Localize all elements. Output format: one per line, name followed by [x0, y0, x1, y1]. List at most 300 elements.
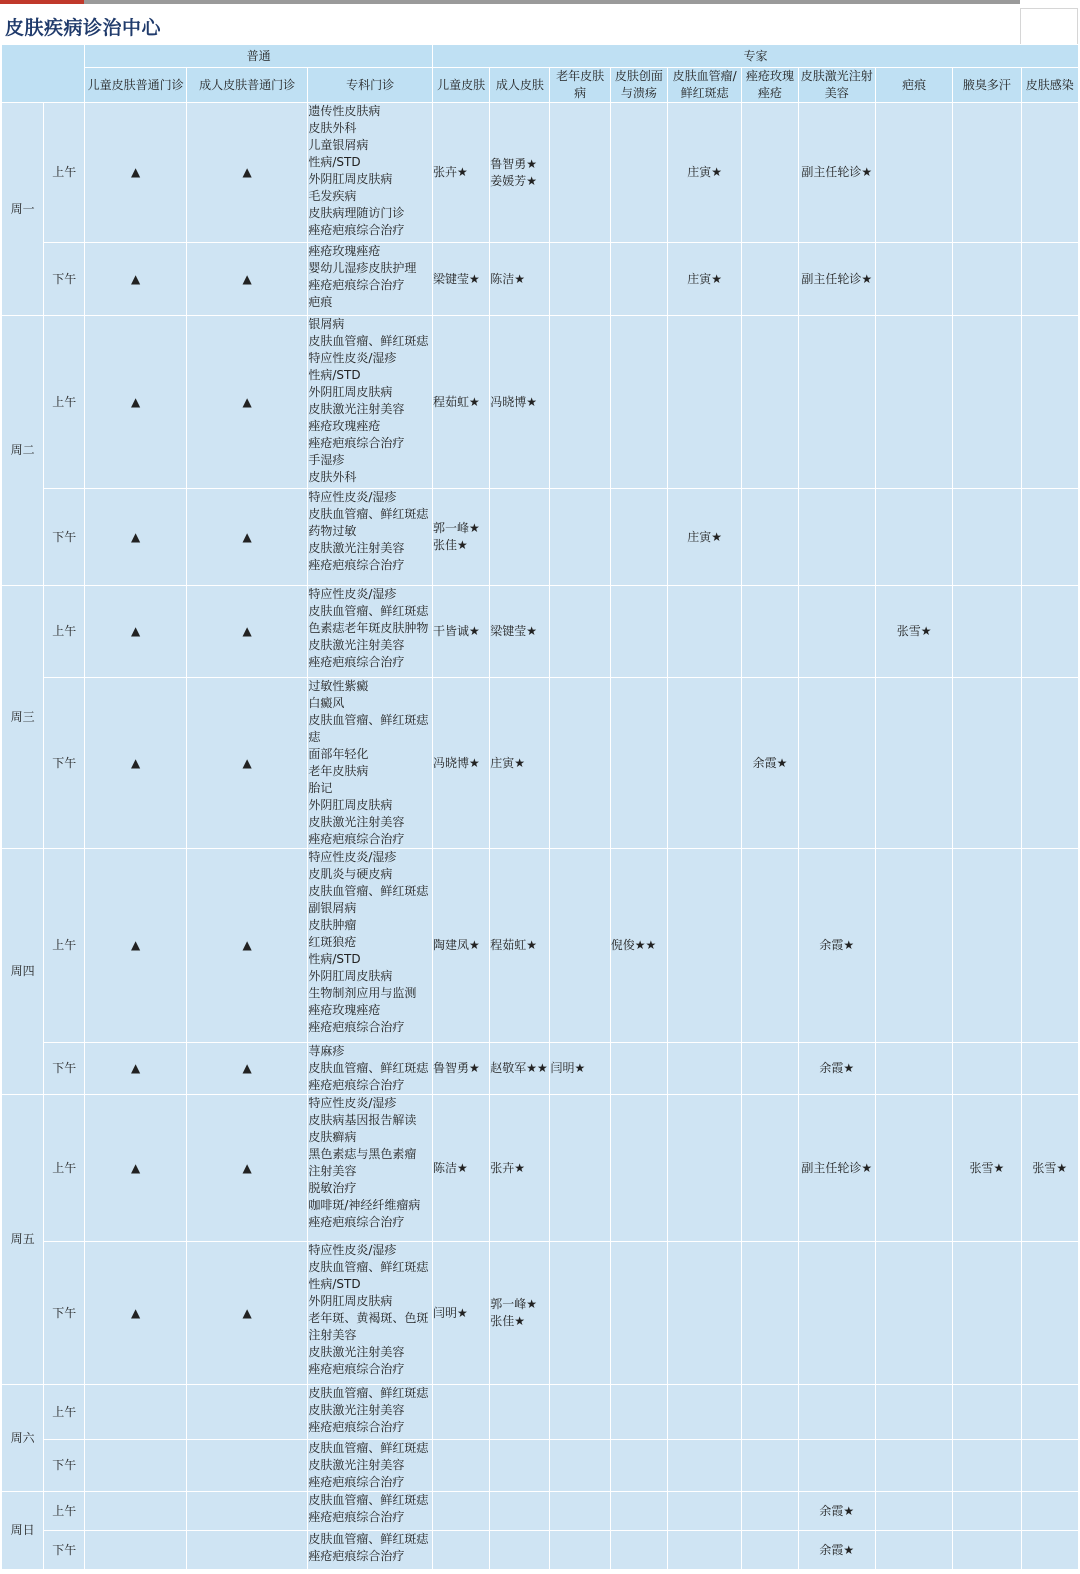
elderly-derm-doctors — [550, 586, 610, 678]
cell-line: 副银屑病 — [308, 901, 357, 915]
specialty-list — [308, 849, 433, 1043]
vascular-doctors — [668, 1531, 742, 1570]
cell-line: 痤疮疤痕综合治疗 — [308, 1215, 405, 1229]
scar-doctors — [875, 1043, 952, 1095]
cell-line: 痣 — [308, 730, 321, 744]
laser-cosmetic-doctors — [798, 243, 875, 316]
schedule-row — [2, 1531, 1079, 1570]
cell-line: 皮肤血管瘤、鲜红斑痣 — [308, 713, 429, 727]
cell-line: 皮肤激光注射美容 — [308, 1458, 405, 1472]
schedule-row — [2, 1242, 1079, 1385]
col-header: 皮肤创面与溃疡 — [610, 68, 667, 103]
col-header: 专科门诊 — [308, 68, 433, 103]
skin-infection-doctors — [1021, 586, 1078, 678]
skin-infection-doctors — [1021, 1385, 1078, 1440]
skin-infection-doctors — [1021, 1095, 1078, 1242]
adult-derm-doctors — [490, 316, 550, 489]
cell-line: 皮肤血管瘤、鲜红斑痣 — [308, 1061, 429, 1075]
hyperhidrosis-doctors — [953, 243, 1021, 316]
child-general-mark — [85, 1385, 186, 1440]
child-derm-doctors — [432, 678, 489, 849]
cell-line: 干皆诚★ — [432, 624, 480, 638]
cell-line: 梁键莹★ — [432, 271, 480, 286]
scar-doctors — [875, 316, 952, 489]
day-label: 周一 — [2, 103, 44, 316]
vascular-doctors — [668, 103, 742, 243]
cell-line: 梁键莹★ — [490, 624, 537, 638]
cell-line: 色素痣老年斑皮肤肿物 — [308, 621, 429, 635]
cell-line: 皮肌炎与硬皮病 — [308, 867, 393, 881]
cell-line: 皮肤血管瘤、鲜红斑痣 — [308, 1532, 429, 1546]
cell-line: 脱敏治疗 — [308, 1181, 357, 1195]
adult-derm-doctors — [490, 678, 550, 849]
hyperhidrosis-doctors — [953, 1043, 1021, 1095]
hyperhidrosis-doctors — [953, 678, 1021, 849]
schedule-row — [2, 1440, 1079, 1492]
period-label: 上午 — [44, 1385, 85, 1440]
adult-general-mark: ▲ — [186, 586, 308, 678]
cell-line: 副主任轮诊★ — [801, 165, 873, 179]
adult-general-mark: ▲ — [186, 489, 308, 586]
cell-line: 张卉★ — [432, 165, 468, 179]
cell-line: 特应性皮炎/湿疹 — [308, 587, 397, 601]
cell-line: 皮肤激光注射美容 — [308, 1403, 405, 1417]
cell-line: 姜媛芳★ — [490, 173, 537, 188]
skin-infection-doctors — [1021, 1043, 1078, 1095]
cell-line: 皮肤血管瘤、鲜红斑痣 — [308, 1386, 429, 1400]
cell-line: 外阴肛周皮肤病 — [308, 1294, 393, 1308]
adult-derm-doctors — [490, 1385, 550, 1440]
cell-line: 胎记 — [308, 781, 333, 795]
cell-line: 特应性皮炎/湿疹 — [308, 850, 397, 864]
col-header: 痤疮玫瑰痤疮 — [742, 68, 798, 103]
cell-line: 特应性皮炎/湿疹 — [308, 351, 397, 365]
cell-line: 痤疮疤痕综合治疗 — [308, 436, 405, 450]
cell-line: 副主任轮诊★ — [801, 271, 873, 286]
child-general-mark: ▲ — [85, 586, 186, 678]
schedule-row — [2, 678, 1079, 849]
laser-cosmetic-doctors — [798, 1095, 875, 1242]
hyperhidrosis-doctors — [953, 1095, 1021, 1242]
cell-line: 皮肤外科 — [308, 121, 357, 135]
adult-derm-doctors — [490, 1492, 550, 1531]
cell-line: 余霞★ — [819, 1061, 855, 1075]
day-label: 周三 — [2, 586, 44, 849]
cell-line: 鲁智勇★ — [432, 1061, 480, 1075]
wound-ulcer-doctors — [610, 243, 667, 316]
cell-line: 余霞★ — [752, 755, 788, 770]
cell-line: 痤疮疤痕综合治疗 — [308, 1078, 405, 1092]
header-row-groups — [2, 45, 1079, 68]
acne-rosacea-doctors — [742, 1531, 798, 1570]
cell-line: 冯晓博★ — [432, 755, 480, 770]
cell-line: 皮肤血管瘤、鲜红斑痣 — [308, 1260, 429, 1274]
scar-doctors — [875, 243, 952, 316]
header-group-general: 普通 — [85, 45, 433, 68]
child-general-mark: ▲ — [85, 1095, 186, 1242]
child-derm-doctors — [432, 1242, 489, 1385]
cell-line: 闫明★ — [550, 1061, 586, 1075]
skin-infection-doctors — [1021, 489, 1078, 586]
schedule-row — [2, 1043, 1079, 1095]
col-header: 老年皮肤病 — [550, 68, 610, 103]
vascular-doctors — [668, 1440, 742, 1492]
cell-line: 皮肤血管瘤、鲜红斑痣 — [308, 604, 429, 618]
cell-line: 婴幼儿湿疹皮肤护理 — [308, 261, 417, 275]
scar-doctors — [875, 1095, 952, 1242]
schedule-row — [2, 243, 1079, 316]
scar-doctors — [875, 103, 952, 243]
cell-line: 痤疮疤痕综合治疗 — [308, 558, 405, 572]
cell-line: 过敏性紫癜 — [308, 679, 369, 693]
day-label: 周四 — [2, 849, 44, 1095]
header-corner — [2, 45, 85, 103]
cell-line: 性病/STD — [308, 155, 361, 169]
cell-line: 老年斑、黄褐斑、色斑 — [308, 1311, 429, 1325]
wound-ulcer-doctors — [610, 849, 667, 1043]
adult-derm-doctors — [490, 849, 550, 1043]
adult-general-mark: ▲ — [186, 243, 308, 316]
acne-rosacea-doctors — [742, 1043, 798, 1095]
specialty-list — [308, 1095, 433, 1242]
period-label: 下午 — [44, 1531, 85, 1570]
elderly-derm-doctors — [550, 1492, 610, 1531]
hyperhidrosis-doctors — [953, 1492, 1021, 1531]
adult-general-mark — [186, 1440, 308, 1492]
cell-line: 痤疮疤痕综合治疗 — [308, 655, 405, 669]
schedule-row — [2, 586, 1079, 678]
title-area — [0, 4, 1080, 44]
child-general-mark: ▲ — [85, 103, 186, 243]
laser-cosmetic-doctors — [798, 586, 875, 678]
specialty-list — [308, 1043, 433, 1095]
child-derm-doctors — [432, 316, 489, 489]
laser-cosmetic-doctors — [798, 489, 875, 586]
vascular-doctors — [668, 849, 742, 1043]
cell-line: 痤疮疤痕综合治疗 — [308, 1549, 405, 1563]
cell-line: 遗传性皮肤病 — [308, 104, 381, 118]
wound-ulcer-doctors — [610, 1385, 667, 1440]
adult-general-mark — [186, 1492, 308, 1531]
cell-line: 黑色素痣与黑色素瘤 — [308, 1147, 417, 1161]
col-header: 皮肤激光注射美容 — [798, 68, 875, 103]
cell-line: 皮肤激光注射美容 — [308, 638, 405, 652]
scar-doctors — [875, 1492, 952, 1531]
wound-ulcer-doctors — [610, 1440, 667, 1492]
cell-line: 注射美容 — [308, 1164, 357, 1178]
hyperhidrosis-doctors — [953, 1385, 1021, 1440]
child-general-mark: ▲ — [85, 849, 186, 1043]
cell-line: 陈洁★ — [432, 1160, 468, 1175]
cell-line: 张雪★ — [896, 624, 932, 638]
hyperhidrosis-doctors — [953, 489, 1021, 586]
cell-line: 副主任轮诊★ — [801, 1160, 873, 1175]
child-general-mark: ▲ — [85, 678, 186, 849]
child-general-mark — [85, 1531, 186, 1570]
child-general-mark: ▲ — [85, 243, 186, 316]
adult-derm-doctors — [490, 1440, 550, 1492]
scar-doctors — [875, 678, 952, 849]
cell-line: 皮肤激光注射美容 — [308, 541, 405, 555]
child-derm-doctors — [432, 1095, 489, 1242]
cell-line: 痤疮疤痕综合治疗 — [308, 1420, 405, 1434]
hyperhidrosis-doctors — [953, 1242, 1021, 1385]
period-label: 下午 — [44, 678, 85, 849]
scar-doctors — [875, 849, 952, 1043]
specialty-list — [308, 243, 433, 316]
cell-line: 张雪★ — [969, 1160, 1005, 1175]
cell-line: 庄寅★ — [687, 165, 723, 179]
adult-derm-doctors — [490, 1531, 550, 1570]
cell-line: 张雪★ — [1032, 1160, 1068, 1175]
adult-general-mark: ▲ — [186, 1242, 308, 1385]
acne-rosacea-doctors — [742, 489, 798, 586]
cell-line: 痤疮玫瑰痤疮 — [308, 1003, 381, 1017]
acne-rosacea-doctors — [742, 1492, 798, 1531]
wound-ulcer-doctors — [610, 678, 667, 849]
vascular-doctors — [668, 1385, 742, 1440]
adult-general-mark — [186, 1385, 308, 1440]
cell-line: 皮肤激光注射美容 — [308, 815, 405, 829]
cell-line: 皮肤血管瘤、鲜红斑痣 — [308, 507, 429, 521]
adult-derm-doctors — [490, 1095, 550, 1242]
cell-line: 面部年轻化 — [308, 747, 369, 761]
day-label: 周五 — [2, 1095, 44, 1385]
adult-general-mark: ▲ — [186, 1095, 308, 1242]
acne-rosacea-doctors — [742, 1242, 798, 1385]
cell-line: 张佳★ — [490, 1314, 525, 1328]
skin-infection-doctors — [1021, 243, 1078, 316]
cell-line: 毛发疾病 — [308, 189, 357, 203]
laser-cosmetic-doctors — [798, 316, 875, 489]
skin-infection-doctors — [1021, 678, 1078, 849]
cell-line: 外阴肛周皮肤病 — [308, 172, 393, 186]
period-label: 下午 — [44, 1043, 85, 1095]
col-header: 成人皮肤普通门诊 — [186, 68, 308, 103]
cell-line: 陈洁★ — [490, 271, 525, 286]
child-general-mark — [85, 1440, 186, 1492]
elderly-derm-doctors — [550, 243, 610, 316]
cell-line: 咖啡斑/神经纤维瘤病 — [308, 1198, 421, 1212]
elderly-derm-doctors — [550, 489, 610, 586]
vascular-doctors — [668, 1492, 742, 1531]
cell-line: 痤疮疤痕综合治疗 — [308, 278, 405, 292]
adult-derm-doctors — [490, 1043, 550, 1095]
title-side-box — [1020, 8, 1078, 46]
vascular-doctors — [668, 1043, 742, 1095]
child-derm-doctors — [432, 849, 489, 1043]
child-derm-doctors — [432, 243, 489, 316]
cell-line: 庄寅★ — [490, 755, 525, 770]
period-label: 上午 — [44, 1492, 85, 1531]
cell-line: 痤疮玫瑰痤疮 — [308, 244, 381, 258]
adult-general-mark: ▲ — [186, 316, 308, 489]
adult-derm-doctors — [490, 243, 550, 316]
cell-line: 痤疮疤痕综合治疗 — [308, 1510, 405, 1524]
cell-line: 外阴肛周皮肤病 — [308, 385, 393, 399]
adult-general-mark: ▲ — [186, 849, 308, 1043]
header-row-columns — [2, 68, 1079, 103]
adult-derm-doctors — [490, 1242, 550, 1385]
cell-line: 痤疮疤痕综合治疗 — [308, 223, 405, 237]
laser-cosmetic-doctors — [798, 1492, 875, 1531]
cell-line: 冯晓博★ — [490, 394, 537, 409]
elderly-derm-doctors — [550, 1095, 610, 1242]
elderly-derm-doctors — [550, 678, 610, 849]
child-derm-doctors — [432, 103, 489, 243]
specialty-list — [308, 678, 433, 849]
skin-infection-doctors — [1021, 316, 1078, 489]
cell-line: 皮肤血管瘤、鲜红斑痣 — [308, 1441, 429, 1455]
schedule-row — [2, 849, 1079, 1043]
wound-ulcer-doctors — [610, 1043, 667, 1095]
cell-line: 郭一峰★ — [432, 521, 480, 535]
schedule-table — [1, 44, 1079, 1570]
cell-line: 赵敬军★★ — [490, 1061, 548, 1075]
cell-line: 儿童银屑病 — [308, 138, 369, 152]
cell-line: 老年皮肤病 — [308, 764, 369, 778]
cell-line: 张佳★ — [432, 538, 468, 552]
child-general-mark — [85, 1492, 186, 1531]
cell-line: 皮肤激光注射美容 — [308, 1345, 405, 1359]
elderly-derm-doctors — [550, 103, 610, 243]
vascular-doctors — [668, 243, 742, 316]
wound-ulcer-doctors — [610, 103, 667, 243]
laser-cosmetic-doctors — [798, 849, 875, 1043]
cell-line: 痤疮疤痕综合治疗 — [308, 832, 405, 846]
scar-doctors — [875, 1242, 952, 1385]
laser-cosmetic-doctors — [798, 1385, 875, 1440]
acne-rosacea-doctors — [742, 243, 798, 316]
cell-line: 倪俊★★ — [610, 938, 657, 952]
acne-rosacea-doctors — [742, 586, 798, 678]
period-label: 下午 — [44, 489, 85, 586]
col-header: 疤痕 — [875, 68, 952, 103]
child-derm-doctors — [432, 1440, 489, 1492]
cell-line: 皮肤血管瘤、鲜红斑痣 — [308, 334, 429, 348]
cell-line: 性病/STD — [308, 1277, 361, 1291]
schedule-row — [2, 316, 1079, 489]
schedule-row — [2, 489, 1079, 586]
hyperhidrosis-doctors — [953, 316, 1021, 489]
laser-cosmetic-doctors — [798, 1043, 875, 1095]
cell-line: 手湿疹 — [308, 453, 345, 467]
specialty-list — [308, 1242, 433, 1385]
acne-rosacea-doctors — [742, 103, 798, 243]
cell-line: 痤疮疤痕综合治疗 — [308, 1475, 405, 1489]
cell-line: 特应性皮炎/湿疹 — [308, 1243, 397, 1257]
acne-rosacea-doctors — [742, 849, 798, 1043]
cell-line: 药物过敏 — [308, 524, 357, 538]
scar-doctors — [875, 489, 952, 586]
skin-infection-doctors — [1021, 103, 1078, 243]
wound-ulcer-doctors — [610, 586, 667, 678]
period-label: 上午 — [44, 103, 85, 243]
col-header: 儿童皮肤 — [432, 68, 489, 103]
schedule-row — [2, 1095, 1079, 1242]
period-label: 下午 — [44, 1440, 85, 1492]
vascular-doctors — [668, 1242, 742, 1385]
cell-line: 皮肤血管瘤、鲜红斑痣 — [308, 1493, 429, 1507]
specialty-list — [308, 1440, 433, 1492]
cell-line: 陶建凤★ — [432, 938, 480, 952]
wound-ulcer-doctors — [610, 1531, 667, 1570]
wound-ulcer-doctors — [610, 1492, 667, 1531]
scar-doctors — [875, 586, 952, 678]
vascular-doctors — [668, 1095, 742, 1242]
specialty-list — [308, 586, 433, 678]
child-derm-doctors — [432, 586, 489, 678]
cell-line: 庄寅★ — [687, 271, 723, 286]
header-group-expert: 专家 — [432, 45, 1078, 68]
cell-line: 程茹虹★ — [432, 394, 480, 409]
cell-line: 荨麻疹 — [308, 1044, 345, 1058]
child-general-mark: ▲ — [85, 1242, 186, 1385]
adult-derm-doctors — [490, 103, 550, 243]
cell-line: 张卉★ — [490, 1160, 525, 1175]
cell-line: 特应性皮炎/湿疹 — [308, 490, 397, 504]
adult-derm-doctors — [490, 489, 550, 586]
cell-line: 郭一峰★ — [490, 1297, 537, 1311]
specialty-list — [308, 1385, 433, 1440]
adult-general-mark: ▲ — [186, 103, 308, 243]
cell-line: 痤疮疤痕综合治疗 — [308, 1362, 405, 1376]
cell-line: 余霞★ — [819, 1542, 855, 1557]
specialty-list — [308, 1531, 433, 1570]
wound-ulcer-doctors — [610, 1095, 667, 1242]
cell-line: 皮肤肿瘤 — [308, 918, 357, 932]
acne-rosacea-doctors — [742, 1095, 798, 1242]
vascular-doctors — [668, 489, 742, 586]
laser-cosmetic-doctors — [798, 1242, 875, 1385]
cell-line: 皮肤血管瘤、鲜红斑痣 — [308, 884, 429, 898]
hyperhidrosis-doctors — [953, 1531, 1021, 1570]
cell-line: 外阴肛周皮肤病 — [308, 798, 393, 812]
period-label: 上午 — [44, 849, 85, 1043]
skin-infection-doctors — [1021, 1440, 1078, 1492]
col-header: 皮肤感染 — [1021, 68, 1078, 103]
elderly-derm-doctors — [550, 849, 610, 1043]
period-label: 下午 — [44, 243, 85, 316]
elderly-derm-doctors — [550, 1531, 610, 1570]
elderly-derm-doctors — [550, 1440, 610, 1492]
period-label: 上午 — [44, 586, 85, 678]
cell-line: 程茹虹★ — [490, 938, 537, 952]
wound-ulcer-doctors — [610, 489, 667, 586]
schedule-body — [2, 103, 1079, 1570]
hyperhidrosis-doctors — [953, 1440, 1021, 1492]
cell-line: 痤疮疤痕综合治疗 — [308, 1020, 405, 1034]
specialty-list — [308, 103, 433, 243]
schedule-row — [2, 1385, 1079, 1440]
cell-line: 庄寅★ — [687, 529, 723, 544]
cell-line: 皮肤激光注射美容 — [308, 402, 405, 416]
day-label: 周六 — [2, 1385, 44, 1492]
cell-line: 红斑狼疮 — [308, 935, 357, 949]
page-title: 皮肤疾病诊治中心 — [5, 17, 162, 39]
vascular-doctors — [668, 316, 742, 489]
col-header: 成人皮肤 — [490, 68, 550, 103]
cell-line: 性病/STD — [308, 952, 361, 966]
wound-ulcer-doctors — [610, 1242, 667, 1385]
skin-infection-doctors — [1021, 1242, 1078, 1385]
cell-line: 闫明★ — [432, 1305, 468, 1320]
acne-rosacea-doctors — [742, 316, 798, 489]
elderly-derm-doctors — [550, 1385, 610, 1440]
cell-line: 生物制剂应用与监测 — [308, 986, 417, 1000]
scar-doctors — [875, 1531, 952, 1570]
child-general-mark: ▲ — [85, 1043, 186, 1095]
